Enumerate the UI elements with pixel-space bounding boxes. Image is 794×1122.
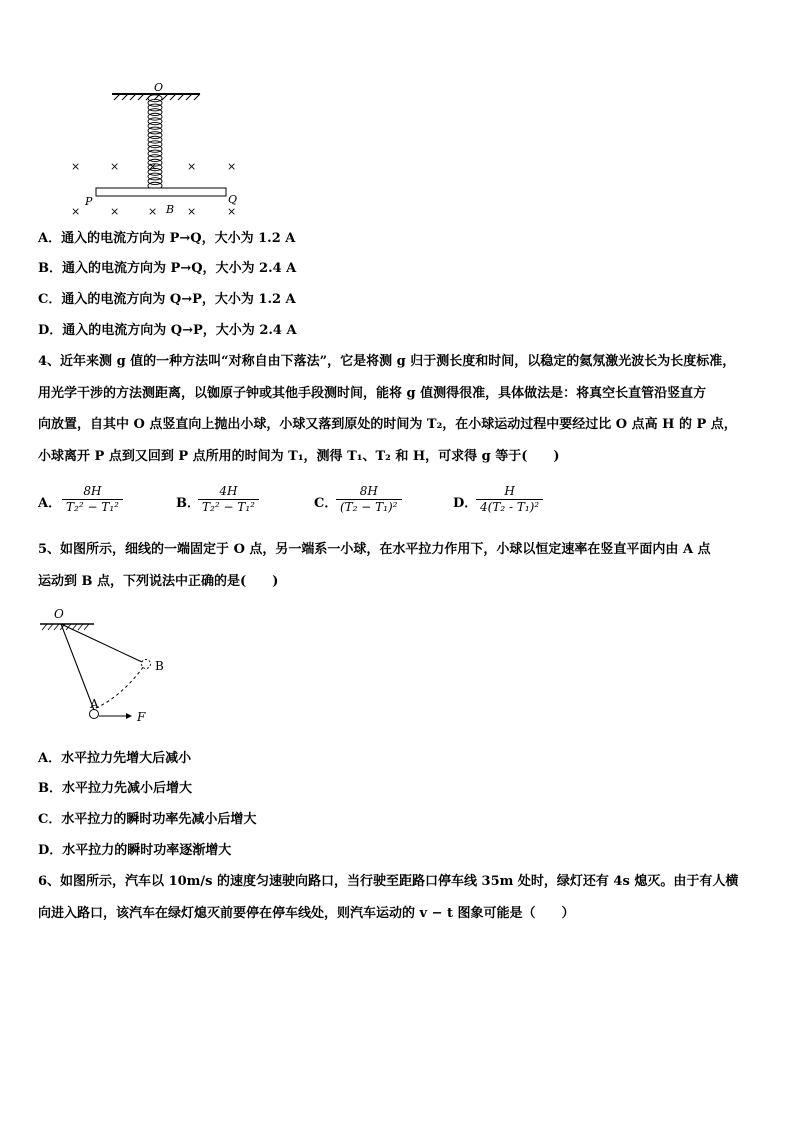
field-cross: × — [71, 205, 81, 218]
q4-option-b-fraction: 4H T₂² − T₁² — [198, 484, 259, 515]
q6-line-1: 6、如图所示，汽车以 10m/s 的速度匀速驶向路口，当行驶至距路口停车线 35m 处时，绿灯还有 4s 熄灭。由于有人横 — [38, 874, 739, 889]
q3-option-b: B．通入的电流方向为 P→Q，大小为 2.4 A — [38, 261, 297, 276]
q4-option-b-letter: B． — [176, 496, 200, 511]
q4-line-4: 小球离开 P 点到又回到 P 点所用的时间为 T₁，测得 T₁、T₂ 和 H，可求得 g 等于( ) — [38, 449, 560, 464]
pendulum-label-b: B — [155, 659, 164, 673]
q4-option-c-fraction: 8H (T₂ − T₁)² — [336, 484, 402, 515]
q3-option-a: A．通入的电流方向为 P→Q，大小为 1.2 A — [38, 231, 296, 246]
pendulum-label-o: O — [54, 607, 64, 621]
field-cross: × — [187, 205, 197, 218]
q3-option-c: C．通入的电流方向为 Q→P，大小为 1.2 A — [38, 292, 296, 307]
pendulum-figure — [34, 604, 194, 730]
field-cross: × — [148, 205, 158, 218]
field-cross: × — [110, 160, 120, 173]
q4-line-3: 向放置，自其中 O 点竖直向上抛出小球，小球又落到原处的时间为 T₂，在小球运动过程中要经过比 O 点高 H 的 P 点， — [38, 417, 737, 432]
q5-option-c: C．水平拉力的瞬时功率先减小后增大 — [38, 812, 257, 827]
metal-rod — [96, 188, 226, 196]
q4-option-d-fraction: H 4(T₂ - T₁)² — [476, 484, 543, 515]
q6-line-2: 向进入路口，该汽车在绿灯熄灭前要停在停车线处，则汽车运动的 v − t 图象可能是（ ） — [38, 906, 575, 921]
q3-option-d: D．通入的电流方向为 Q→P，大小为 2.4 A — [38, 323, 297, 338]
fig1-label-p: P — [85, 195, 93, 208]
q5-option-a: A．水平拉力先增大后减小 — [38, 751, 192, 766]
field-cross: × — [227, 160, 237, 173]
field-cross: × — [71, 160, 81, 173]
q5-line-1: 5、如图所示，细线的一端固定于 O 点，另一端系一小球，在水平拉力作用下，小球以恒定速率在竖直平面内由 A 点 — [38, 542, 711, 557]
field-cross: × — [187, 160, 197, 173]
field-cross: × — [110, 205, 120, 218]
fig1-label-o: O — [154, 81, 164, 94]
fig1-label-q: Q — [228, 193, 238, 206]
q5-line-2: 运动到 B 点，下列说法中正确的是( ) — [38, 574, 279, 589]
q4-option-a-letter: A． — [38, 496, 62, 511]
pendulum-label-a: A — [90, 697, 99, 711]
q4-option-d-letter: D． — [453, 496, 478, 511]
q5-option-d: D．水平拉力的瞬时功率逐渐增大 — [38, 843, 232, 858]
q4-option-c-letter: C． — [314, 496, 338, 511]
ball-b — [142, 660, 151, 669]
q4-line-1: 4、近年来测 g 值的一种方法叫“对称自由下落法”，它是将测 g 归于测长度和时间，以稳定的氦氖激光波长为长度标准， — [38, 354, 736, 369]
q5-option-b: B．水平拉力先减小后增大 — [38, 781, 193, 796]
field-cross: × — [148, 160, 158, 173]
fig1-label-b: B — [166, 203, 175, 216]
field-cross: × — [227, 205, 237, 218]
spring-rod-figure — [60, 78, 260, 220]
q4-line-2: 用光学干涉的方法测距离，以铷原子钟或其他手段测时间，能将 g 值测得很准，具体做法是：将真空长直管沿竖直方 — [38, 386, 707, 401]
q4-option-a-fraction: 8H T₂² − T₁² — [62, 484, 123, 515]
pendulum-label-f: F — [137, 710, 146, 724]
